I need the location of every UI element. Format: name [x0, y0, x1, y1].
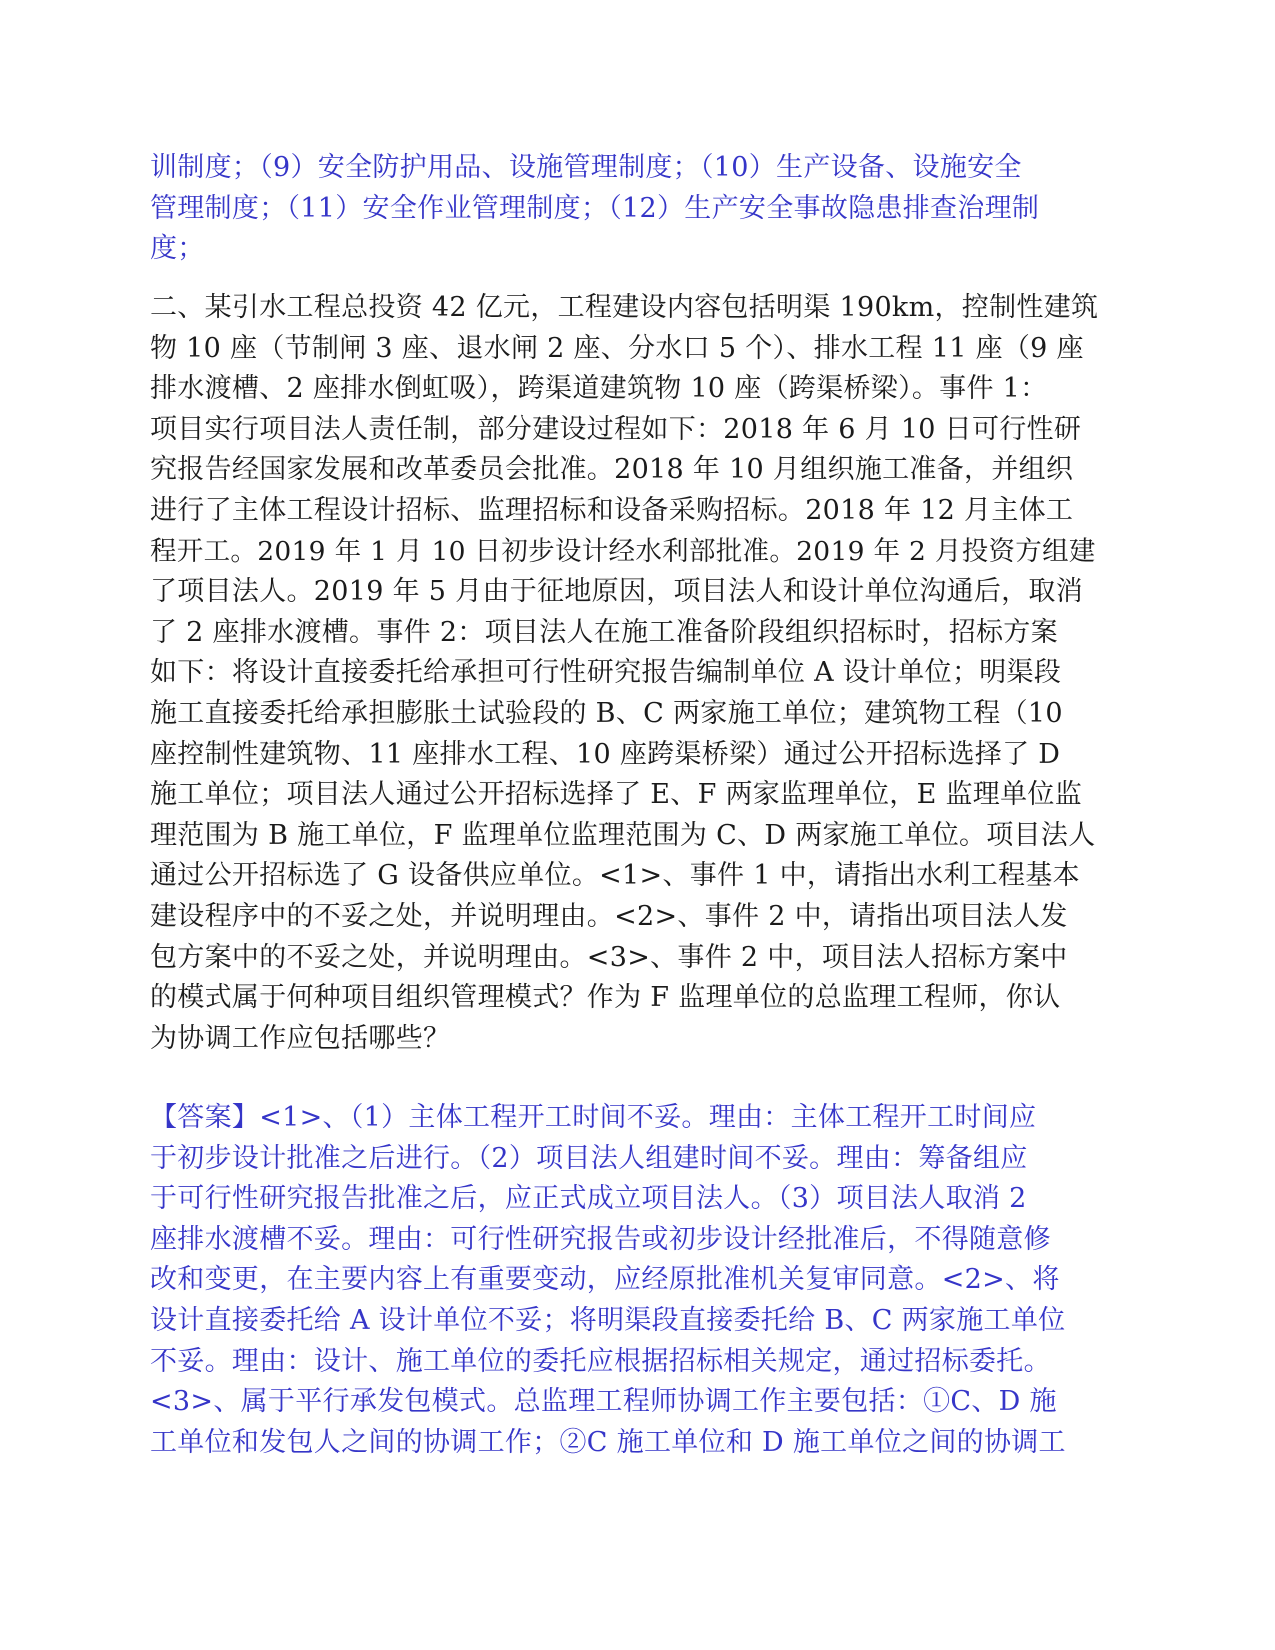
- text-line: <3>、属于平行承发包模式。总监理工程师协调工作主要包括：①C、D 施: [150, 1386, 1057, 1418]
- text-line: 【答案】<1>、（1）主体工程开工时间不妥。理由：主体工程开工时间应: [150, 1102, 1037, 1133]
- text-line: 理范围为 B 施工单位，F 监理单位监理范围为 C、D 两家施工单位。项目法人: [150, 819, 1096, 851]
- text-line: 如下：将设计直接委托给承担可行性研究报告编制单位 A 设计单位；明渠段: [150, 657, 1062, 689]
- text-line: 项目实行项目法人责任制，部分建设过程如下：2018 年 6 月 10 日可行性研: [150, 413, 1082, 445]
- text-line: 排水渡槽、2 座排水倒虹吸），跨渠道建筑物 10 座（跨渠桥梁）。事件 1：: [150, 373, 1048, 405]
- text-line: 工单位和发包人之间的协调工作；②C 施工单位和 D 施工单位之间的协调工: [150, 1426, 1066, 1458]
- text-line: 了 2 座排水渡槽。事件 2：项目法人在施工准备阶段组织招标时，招标方案: [150, 616, 1058, 648]
- previous-answer-continuation: [150, 148, 1110, 270]
- text-line: 二、某引水工程总投资 42 亿元，工程建设内容包括明渠 190km，控制性建筑: [150, 292, 1099, 323]
- text-line: 于初步设计批准之后进行。（2）项目法人组建时间不妥。理由：筹备组应: [150, 1142, 1028, 1174]
- text-line: 建设程序中的不妥之处，并说明理由。<2>、事件 2 中，请指出项目法人发: [150, 900, 1068, 932]
- text-line: 程开工。2019 年 1 月 10 日初步设计经水利部批准。2019 年 2 月投资方组建: [150, 535, 1096, 567]
- text-line: 进行了主体工程设计招标、监理招标和设备采购招标。2018 年 12 月主体工: [150, 494, 1074, 526]
- text-line: 为协调工作应包括哪些？: [150, 1022, 451, 1054]
- text-line: 包方案中的不妥之处，并说明理由。<3>、事件 2 中，项目法人招标方案中: [150, 941, 1068, 973]
- question-paragraph: [150, 288, 1110, 1059]
- text-line: 训制度；（9）安全防护用品、设施管理制度；（10）生产设备、设施安全: [150, 152, 1022, 183]
- text-line: 的模式属于何种项目组织管理模式？作为 F 监理单位的总监理工程师，你认: [150, 982, 1061, 1014]
- text-line: 座控制性建筑物、11 座排水工程、10 座跨渠桥梁）通过公开招标选择了 D: [150, 738, 1061, 770]
- text-line: 改和变更，在主要内容上有重要变动，应经原批准机关复审同意。<2>、将: [150, 1264, 1060, 1296]
- text-line: 管理制度；（11）安全作业管理制度；（12）生产安全事故隐患排查治理制: [150, 192, 1040, 224]
- text-line: 度；: [150, 233, 205, 265]
- answer-paragraph: [150, 1098, 1110, 1463]
- text-line: 座排水渡槽不妥。理由：可行性研究报告或初步设计经批准后，不得随意修: [150, 1223, 1051, 1255]
- text-line: 施工单位；项目法人通过公开招标选择了 E、F 两家监理单位，E 监理单位监: [150, 779, 1082, 811]
- text-line: 于可行性研究报告批准之后，应正式成立项目法人。（3）项目法人取消 2: [150, 1183, 1027, 1215]
- text-line: 物 10 座（节制闸 3 座、退水闸 2 座、分水口 5 个）、排水工程 11 座（9 座: [150, 332, 1084, 364]
- text-line: 究报告经国家发展和改革委员会批准。2018 年 10 月组织施工准备，并组织: [150, 454, 1074, 486]
- text-line: 了项目法人。2019 年 5 月由于征地原因，项目法人和设计单位沟通后，取消: [150, 576, 1084, 608]
- text-line: 设计直接委托给 A 设计单位不妥；将明渠段直接委托给 B、C 两家施工单位: [150, 1304, 1066, 1336]
- text-line: 不妥。理由：设计、施工单位的委托应根据招标相关规定，通过招标委托。: [150, 1345, 1051, 1377]
- text-line: 通过公开招标选了 G 设备供应单位。<1>、事件 1 中，请指出水利工程基本: [150, 860, 1080, 892]
- text-line: 施工直接委托给承担膨胀土试验段的 B、C 两家施工单位；建筑物工程（10: [150, 697, 1063, 729]
